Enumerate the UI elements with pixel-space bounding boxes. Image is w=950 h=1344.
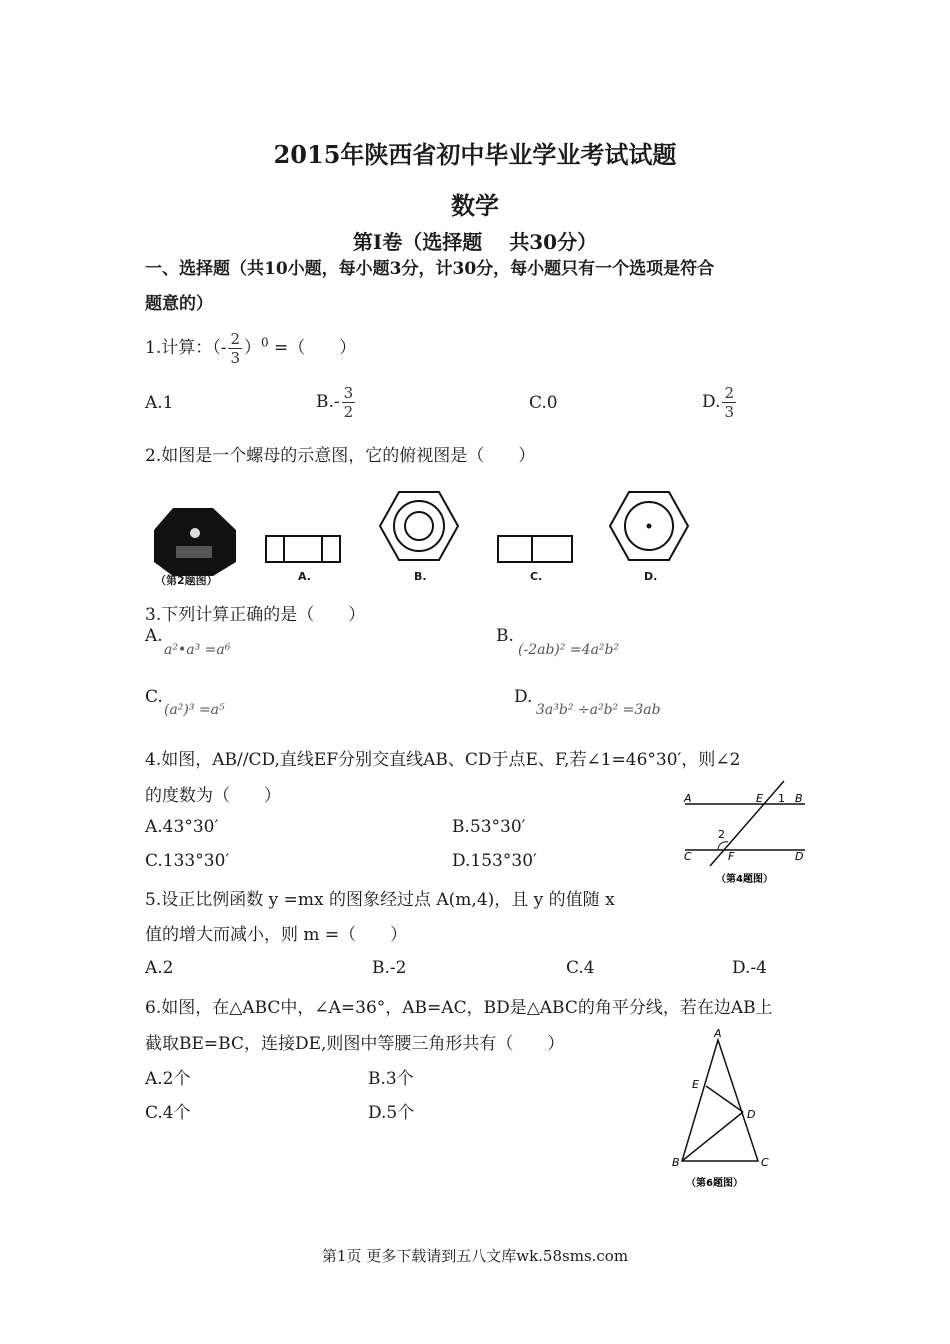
- q3-option-a-label: A.: [145, 626, 163, 646]
- q4-fig-caption: （第4题图）: [716, 874, 773, 885]
- q6-label-e: E: [692, 1078, 699, 1091]
- q2-option-c-figure: [496, 530, 576, 566]
- q2-option-d-label: D.: [644, 570, 658, 583]
- q1-option-b: [316, 384, 357, 421]
- q1-frac-num: 2: [230, 330, 241, 348]
- q1-option-d: [702, 384, 738, 421]
- q3-option-b-expr: (-2ab)² =4a²b²: [518, 642, 620, 658]
- q6-label-a: A: [714, 1027, 722, 1040]
- q1-stem: [145, 330, 356, 367]
- q6-stem-line2: 截取BE=BC，连接DE,则图中等腰三角形共有（ ）: [145, 1034, 565, 1054]
- q2-option-a-label: A.: [298, 570, 311, 583]
- q5-option-a: A.2: [145, 958, 174, 978]
- q4-label-e: E: [756, 792, 763, 805]
- q4-figure: [680, 778, 810, 888]
- triangle-abc: [682, 1040, 758, 1161]
- subject-title: 数学: [451, 191, 499, 220]
- section-heading-line2: 题意的）: [145, 294, 213, 314]
- q1-option-b-den: 2: [343, 403, 354, 421]
- q3-option-b-label: B.: [496, 626, 514, 646]
- q2-option-b-figure: [378, 488, 460, 564]
- q3-option-c-label: C.: [145, 687, 163, 707]
- q6-option-a: A.2个: [145, 1069, 191, 1089]
- q3-option-d-expr: 3a³b² ÷a²b² =3ab: [536, 702, 661, 718]
- q2-option-a-figure: [264, 530, 344, 566]
- q1-tail: =（ ）: [268, 338, 357, 358]
- q5-stem-line2: 值的增大而减小，则 m =（ ）: [145, 925, 408, 945]
- q1-option-b-fraction: [342, 384, 356, 421]
- q4-label-a: A: [684, 792, 692, 805]
- nut-octagon-shape: [154, 508, 236, 576]
- q5-option-b: B.-2: [372, 958, 407, 978]
- q1-option-b-num: 3: [343, 384, 354, 402]
- q1-option-b-prefix: B.-: [316, 392, 340, 412]
- q1-option-a: A.1: [145, 393, 174, 413]
- q2-option-b-label: B.: [414, 570, 427, 583]
- q1-fraction: [228, 330, 242, 367]
- q4-option-c: C.133°30′: [145, 851, 230, 871]
- q3-stem: 3.下列计算正确的是（ ）: [145, 605, 366, 625]
- q1-option-d-prefix: D.: [702, 392, 721, 412]
- q6-stem-line1: 6.如图，在△ABC中，∠A=36°，AB=AC，BD是△ABC的角平分线，若在边AB上: [145, 998, 773, 1018]
- q4-stem-line2: 的度数为（ ）: [145, 786, 281, 806]
- q6-option-c: C.4个: [145, 1103, 191, 1123]
- page-title: 2015年陕西省初中毕业学业考试试题: [273, 140, 677, 169]
- q1-frac-den: 3: [230, 349, 241, 367]
- q4-option-d: D.153°30′: [452, 851, 537, 871]
- q1-exponent: 0: [261, 335, 269, 350]
- q2-option-d-figure: [608, 488, 690, 564]
- q4-stem-line1: 4.如图，AB//CD,直线EF分别交直线AB、CD于点E、F,若∠1=46°30′，则∠2: [145, 750, 741, 770]
- q2-stem: 2.如图是一个螺母的示意图，它的俯视图是（ ）: [145, 446, 536, 466]
- q1-option-d-num: 2: [724, 384, 734, 402]
- q6-figure: [664, 1026, 784, 1192]
- q4-label-1: 1: [778, 792, 785, 805]
- q4-label-c: C: [684, 850, 692, 863]
- q5-stem-line1: 5.设正比例函数 y =mx 的图象经过点 A(m,4)，且 y 的值随 x: [145, 890, 615, 910]
- q3-option-c-expr: (a²)³ =a⁵: [164, 702, 225, 718]
- page-footer: 第1页 更多下载请到五八文库wk.58sms.com: [321, 1247, 629, 1265]
- q3-option-d-label: D.: [514, 687, 533, 707]
- q1-option-d-den: 3: [724, 403, 734, 421]
- q5-option-c: C.4: [566, 958, 595, 978]
- q3-option-a-expr: a²•a³ =a⁶: [164, 642, 231, 658]
- nut-texture: [176, 546, 212, 558]
- q6-fig-caption: （第6题图）: [686, 1178, 743, 1189]
- q1-option-d-fraction: [722, 384, 736, 421]
- line-ef: [710, 781, 784, 866]
- q4-label-b: B: [795, 792, 803, 805]
- section-heading-line1: 一、选择题（共10小题，每小题3分，计30分，每小题只有一个选项是符合: [145, 259, 715, 279]
- q6-option-d: D.5个: [368, 1103, 415, 1123]
- q2-fig-caption: （第2题图）: [155, 574, 218, 587]
- q5-option-d: D.-4: [732, 958, 767, 978]
- q1-prefix: 1.计算：（-: [145, 338, 227, 358]
- q1-suffix: ）: [244, 338, 262, 358]
- q4-option-a: A.43°30′: [145, 817, 219, 837]
- q6-label-c: C: [761, 1156, 769, 1169]
- q4-label-d: D: [795, 850, 804, 863]
- part-title: 第Ⅰ卷（选择题 共30分）: [352, 230, 598, 254]
- segment-bd: [682, 1112, 743, 1161]
- nut-top-mark: [190, 528, 200, 538]
- q1-option-c: C.0: [529, 393, 558, 413]
- q2-option-c-label: C.: [530, 570, 543, 583]
- q4-option-b: B.53°30′: [452, 817, 526, 837]
- q6-option-b: B.3个: [368, 1069, 414, 1089]
- q4-label-f: F: [728, 850, 735, 863]
- q4-label-2: 2: [718, 828, 725, 841]
- q6-label-d: D: [747, 1108, 756, 1121]
- q6-label-b: B: [672, 1156, 680, 1169]
